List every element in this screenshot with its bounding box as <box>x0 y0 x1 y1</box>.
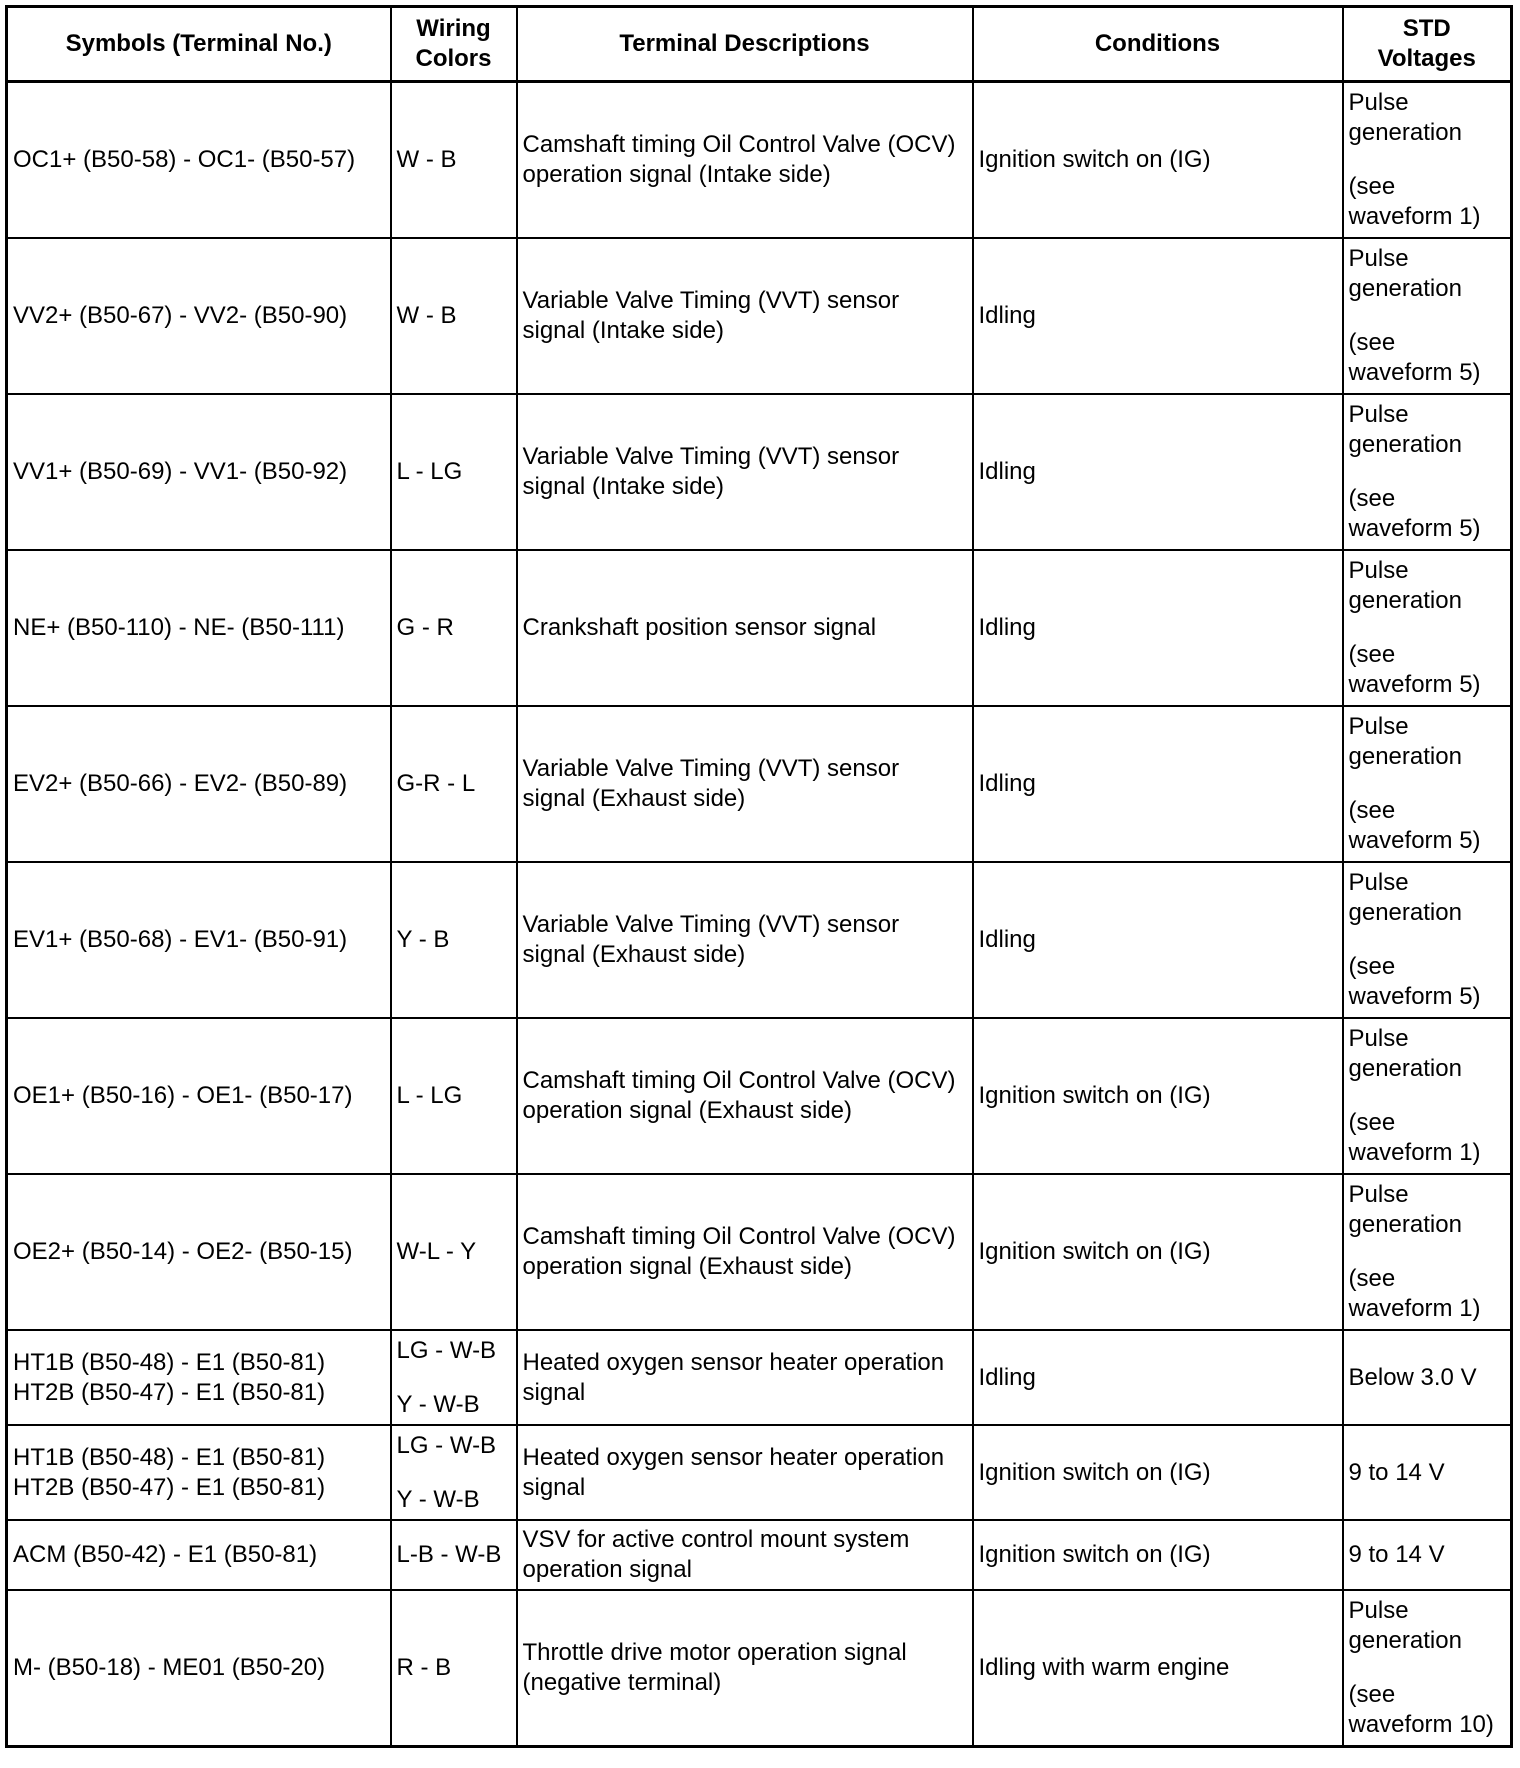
description-cell: Crankshaft position sensor signal <box>517 550 973 706</box>
description-cell: Heated oxygen sensor heater operation signal <box>517 1425 973 1520</box>
wiring-cell: R - B <box>391 1590 517 1747</box>
symbol-line: HT2B (B50-47) - E1 (B50-81) <box>13 1378 326 1406</box>
table-row <box>7 238 1512 394</box>
condition-cell: Idling <box>973 862 1343 1018</box>
table-row <box>7 1018 1512 1174</box>
symbol-cell: OE1+ (B50-16) - OE1- (B50-17) <box>7 1018 391 1174</box>
header-std-voltages <box>1343 7 1512 82</box>
std-voltage-cell: 9 to 14 V <box>1343 1425 1512 1520</box>
table-row <box>7 1425 1512 1520</box>
symbol-cell: EV1+ (B50-68) - EV1- (B50-91) <box>7 862 391 1018</box>
header-std-line1: STD <box>1402 15 1451 42</box>
std-voltage-cell <box>1343 862 1512 1018</box>
terminal-voltage-table <box>5 5 1513 1748</box>
std-voltage-cell <box>1343 550 1512 706</box>
wiring-line: LG - W-B <box>396 1431 497 1459</box>
description-cell: Camshaft timing Oil Control Valve (OCV) operation signal (Intake side) <box>517 82 973 239</box>
std-voltage-note: (see waveform 10) <box>1348 1681 1494 1738</box>
table-row <box>7 82 1512 239</box>
std-voltage-note: (see waveform 1) <box>1348 1265 1481 1322</box>
description-cell: Throttle drive motor operation signal (negative terminal) <box>517 1590 973 1747</box>
std-voltage-main: Pulse generation <box>1348 713 1462 770</box>
table-row <box>7 1590 1512 1747</box>
condition-cell: Idling with warm engine <box>973 1590 1343 1747</box>
condition-cell: Ignition switch on (IG) <box>973 1520 1343 1590</box>
wiring-cell: G-R - L <box>391 706 517 862</box>
wiring-cell: W - B <box>391 82 517 239</box>
table-row <box>7 1330 1512 1425</box>
std-voltage-note: (see waveform 5) <box>1348 797 1481 854</box>
description-cell: Variable Valve Timing (VVT) sensor signal (Intake side) <box>517 238 973 394</box>
std-voltage-note: (see waveform 5) <box>1348 329 1481 386</box>
condition-cell: Ignition switch on (IG) <box>973 1018 1343 1174</box>
condition-cell: Idling <box>973 706 1343 862</box>
description-cell: Camshaft timing Oil Control Valve (OCV) operation signal (Exhaust side) <box>517 1018 973 1174</box>
std-voltage-main: Pulse generation <box>1348 869 1462 926</box>
wiring-cell: W-L - Y <box>391 1174 517 1330</box>
wiring-cell <box>391 1330 517 1425</box>
std-voltage-main: Pulse generation <box>1348 89 1462 146</box>
symbol-cell: OC1+ (B50-58) - OC1- (B50-57) <box>7 82 391 239</box>
std-voltage-cell: Below 3.0 V <box>1343 1330 1512 1425</box>
symbol-cell <box>7 1425 391 1520</box>
condition-cell: Idling <box>973 238 1343 394</box>
condition-cell: Idling <box>973 550 1343 706</box>
wiring-line: Y - W-B <box>396 1390 480 1418</box>
condition-cell: Ignition switch on (IG) <box>973 1174 1343 1330</box>
header-symbols: Symbols (Terminal No.) <box>7 7 391 82</box>
std-voltage-cell: 9 to 14 V <box>1343 1520 1512 1590</box>
wiring-line: Y - W-B <box>396 1485 480 1513</box>
description-cell: Variable Valve Timing (VVT) sensor signal (Exhaust side) <box>517 706 973 862</box>
symbol-cell: NE+ (B50-110) - NE- (B50-111) <box>7 550 391 706</box>
wiring-cell <box>391 1425 517 1520</box>
std-voltage-cell <box>1343 706 1512 862</box>
condition-cell: Ignition switch on (IG) <box>973 1425 1343 1520</box>
std-voltage-main: Pulse generation <box>1348 557 1462 614</box>
symbol-cell: VV2+ (B50-67) - VV2- (B50-90) <box>7 238 391 394</box>
wiring-cell: W - B <box>391 238 517 394</box>
condition-cell: Ignition switch on (IG) <box>973 82 1343 239</box>
std-voltage-main: Pulse generation <box>1348 1597 1462 1654</box>
description-cell: Camshaft timing Oil Control Valve (OCV) operation signal (Exhaust side) <box>517 1174 973 1330</box>
std-voltage-note: (see waveform 5) <box>1348 953 1481 1010</box>
std-voltage-main: Pulse generation <box>1348 1025 1462 1082</box>
table-row <box>7 1174 1512 1330</box>
wiring-line: LG - W-B <box>396 1336 497 1364</box>
description-cell: VSV for active control mount system operation signal <box>517 1520 973 1590</box>
std-voltage-main: Pulse generation <box>1348 401 1462 458</box>
std-voltage-cell <box>1343 238 1512 394</box>
header-conditions: Conditions <box>973 7 1343 82</box>
std-voltage-note: (see waveform 1) <box>1348 1109 1481 1166</box>
symbol-line: HT2B (B50-47) - E1 (B50-81) <box>13 1473 326 1501</box>
table-row <box>7 706 1512 862</box>
symbol-cell: M- (B50-18) - ME01 (B50-20) <box>7 1590 391 1747</box>
std-voltage-cell <box>1343 1018 1512 1174</box>
std-voltage-note: (see waveform 5) <box>1348 485 1481 542</box>
header-wiring-line1: Wiring <box>416 15 491 42</box>
symbol-line: HT1B (B50-48) - E1 (B50-81) <box>13 1443 326 1471</box>
std-voltage-note: (see waveform 1) <box>1348 173 1481 230</box>
std-voltage-cell <box>1343 82 1512 239</box>
symbol-line: HT1B (B50-48) - E1 (B50-81) <box>13 1348 326 1376</box>
std-voltage-note: (see waveform 5) <box>1348 641 1481 698</box>
table-row <box>7 1520 1512 1590</box>
symbol-cell: OE2+ (B50-14) - OE2- (B50-15) <box>7 1174 391 1330</box>
header-wiring-colors <box>391 7 517 82</box>
table-header-row <box>7 7 1512 82</box>
symbol-cell: EV2+ (B50-66) - EV2- (B50-89) <box>7 706 391 862</box>
header-terminal-descriptions: Terminal Descriptions <box>517 7 973 82</box>
std-voltage-cell <box>1343 1590 1512 1747</box>
description-cell: Variable Valve Timing (VVT) sensor signal (Exhaust side) <box>517 862 973 1018</box>
header-wiring-line2: Colors <box>415 45 492 72</box>
description-cell: Variable Valve Timing (VVT) sensor signal (Intake side) <box>517 394 973 550</box>
wiring-cell: L - LG <box>391 1018 517 1174</box>
symbol-cell <box>7 1330 391 1425</box>
table-row <box>7 862 1512 1018</box>
wiring-cell: G - R <box>391 550 517 706</box>
wiring-cell: L - LG <box>391 394 517 550</box>
std-voltage-main: Pulse generation <box>1348 245 1462 302</box>
table-row <box>7 550 1512 706</box>
condition-cell: Idling <box>973 394 1343 550</box>
std-voltage-cell <box>1343 1174 1512 1330</box>
header-std-line2: Voltages <box>1377 45 1476 72</box>
table-row <box>7 394 1512 550</box>
symbol-cell: ACM (B50-42) - E1 (B50-81) <box>7 1520 391 1590</box>
wiring-cell: Y - B <box>391 862 517 1018</box>
std-voltage-main: Pulse generation <box>1348 1181 1462 1238</box>
wiring-cell: L-B - W-B <box>391 1520 517 1590</box>
std-voltage-cell <box>1343 394 1512 550</box>
description-cell: Heated oxygen sensor heater operation signal <box>517 1330 973 1425</box>
condition-cell: Idling <box>973 1330 1343 1425</box>
symbol-cell: VV1+ (B50-69) - VV1- (B50-92) <box>7 394 391 550</box>
